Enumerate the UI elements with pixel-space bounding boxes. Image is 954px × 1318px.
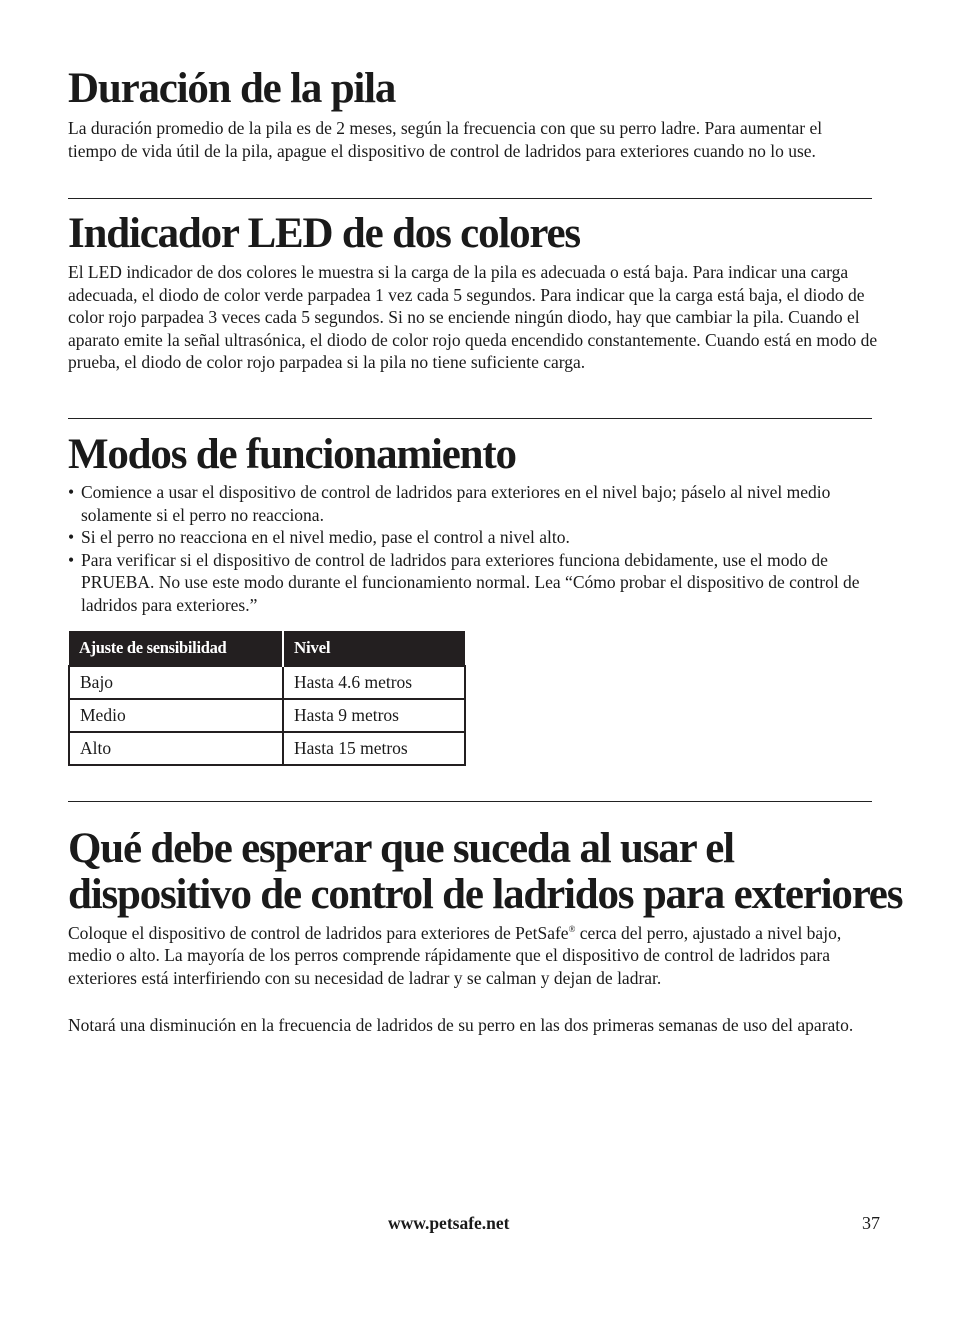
what-to-expect-paragraph (68, 918, 886, 990)
list-item: • Para verificar si el dispositivo de control de ladridos para exteriores funciona debidamente, use el modo de PRUEBA. No use este modo durante el funcionamiento normal. Lea “Cómo probar el dispositivo de control de ladridos para exteriores.” (68, 549, 886, 617)
registered-mark: ® (568, 924, 576, 934)
table-cell: Alto (69, 732, 283, 765)
divider (68, 418, 872, 419)
paragraph-text: cerca del perro, ajustado a nivel bajo, medio o alto. La mayoría de los perros comprende rápidamente que el dispositivo de control de ladridos para exteriores está interfiriendo con su necesidad de ladrar y se calman y dejan de ladrar. (68, 922, 842, 989)
table-cell: Hasta 15 metros (283, 732, 465, 765)
heading-battery-life: Duración de la pila (68, 65, 396, 112)
table-cell: Medio (69, 699, 283, 732)
list-item: • Comience a usar el dispositivo de control de ladridos para exteriores en el nivel bajo; páselo al nivel medio solamente si el perro no reacciona. (68, 481, 886, 526)
heading-line: dispositivo de control de ladridos para exteriores (68, 871, 903, 918)
column-header-level: Nivel (283, 631, 465, 666)
table-row (69, 666, 465, 699)
table-row (69, 699, 465, 732)
heading-what-to-expect (68, 826, 902, 918)
column-header-sensitivity: Ajuste de sensibilidad (69, 631, 283, 666)
heading-line: Qué debe esperar que suceda al usar el (68, 825, 734, 872)
divider (68, 801, 872, 802)
divider (68, 198, 872, 199)
table-cell: Hasta 9 metros (283, 699, 465, 732)
operating-modes-list (68, 481, 886, 617)
table-cell: Hasta 4.6 metros (283, 666, 465, 699)
list-item: • Si el perro no reacciona en el nivel medio, pase el control a nivel alto. (68, 526, 886, 549)
bark-reduction-paragraph: Notará una disminución en la frecuencia de ladridos de su perro en las dos primeras semanas de uso del aparato. (68, 1015, 854, 1035)
sensitivity-table (68, 631, 466, 766)
heading-led-indicator: Indicador LED de dos colores (68, 210, 580, 257)
table-cell: Bajo (69, 666, 283, 699)
battery-life-paragraph: La duración promedio de la pila es de 2 meses, según la frecuencia con que su perro ladre. Para aumentar el tiempo de vida útil de la pila, apague el dispositivo de control de ladridos para exteriores cuando no lo use. (68, 118, 823, 161)
paragraph-text: Coloque el dispositivo de control de ladridos para exteriores de PetSafe (68, 922, 569, 943)
footer-url: www.petsafe.net (388, 1213, 510, 1233)
page-number: 37 (862, 1213, 880, 1233)
table-header-row (69, 631, 465, 666)
led-indicator-paragraph: El LED indicador de dos colores le muestra si la carga de la pila es adecuada o está baja. Para indicar una carga adecuada, el diodo de color verde parpadea 1 vez cada 5 segundos. Para indicar que la carga está baja, el diodo de color rojo parpadea 3 veces cada 5 segundos. Si no se enciende ningún diodo, hay que cambiar la pila. Cuando el aparato emite la señal ultrasónica, el diodo de color rojo queda encendido constantemente. Cuando está en modo de prueba, el diodo de color rojo parpadea si la pila no tiene suficiente carga. (68, 262, 878, 373)
heading-operating-modes: Modos de funcionamiento (68, 431, 516, 478)
table-row (69, 732, 465, 765)
